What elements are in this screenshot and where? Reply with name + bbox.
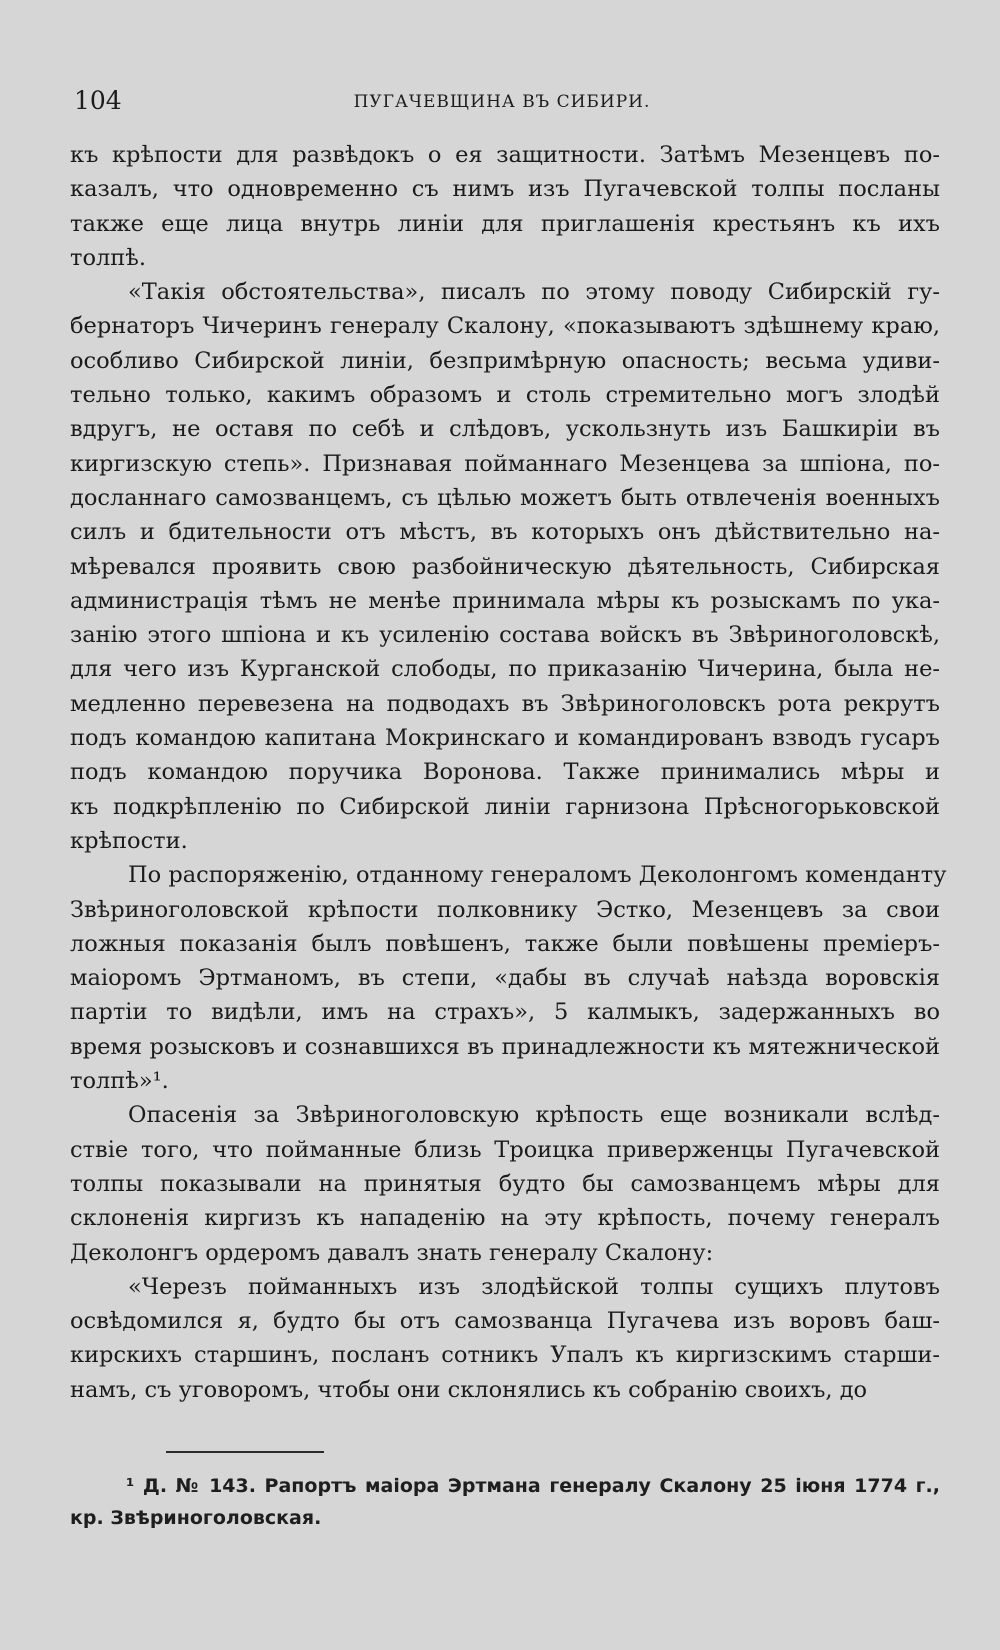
footnote-line: кр. Звѣриноголовская. [70, 1507, 322, 1529]
text-line: также еще лица внутрь линіи для приглашенія крестьянъ къ ихъ [70, 210, 940, 237]
text-line: подъ командою капитана Мокринскаго и командированъ взводъ гусаръ [70, 725, 940, 752]
text-line: администрація тѣмъ не менѣе принимала мѣры къ розыскамъ по ука- [70, 587, 940, 614]
text-line: силъ и бдительности отъ мѣстъ, въ которыхъ онъ дѣйствительно на- [70, 519, 940, 546]
text-line: ствіе того, что пойманные близь Троицка приверженцы Пугачевской [70, 1136, 940, 1163]
page-number: 104 [74, 86, 122, 115]
text-line: склоненія киргизъ къ нападенію на эту крѣпость, почему генералъ [70, 1205, 940, 1232]
text-line: тельно только, какимъ образомъ и столь стремительно могъ злодѣй [70, 382, 940, 409]
text-line: Деколонгъ ордеромъ давалъ знать генералу Скалону: [70, 1239, 714, 1266]
text-line: «Такія обстоятельства», писалъ по этому поводу Сибирскій гу- [128, 279, 940, 306]
text-line: киргизскую степь». Признавая пойманнаго Мезенцева за шпіона, по- [70, 450, 940, 477]
text-line: мѣревался проявить свою разбойническую дѣятельность, Сибирская [70, 553, 940, 580]
paragraph [70, 275, 940, 858]
footnote-line: ¹ Д. № 143. Рапортъ маіора Эртмана генералу Скалону 25 іюня 1774 г., [126, 1475, 940, 1497]
footnote [70, 1470, 940, 1534]
text-line: толпѣ. [70, 244, 147, 271]
text-line: казалъ, что одновременно съ нимъ изъ Пугачевской толпы посланы [70, 176, 940, 203]
main-text [70, 138, 947, 1407]
footnote-divider [166, 1451, 324, 1453]
text-line: толпѣ»¹. [70, 1068, 169, 1095]
text-line: медленно перевезена на подводахъ въ Звѣриноголовскъ рота рекрутъ [70, 690, 940, 717]
text-line: крѣпости. [70, 827, 188, 854]
running-title: ПУГАЧЕВЩИНА ВЪ СИБИРИ. [353, 92, 651, 112]
text-line: «Черезъ пойманныхъ изъ злодѣйской толпы сущихъ плутовъ [128, 1273, 940, 1300]
text-line: подъ командою поручика Воронова. Также принимались мѣры и [70, 759, 940, 786]
text-line: намъ, съ уговоромъ, чтобы они склонялись къ собранію своихъ, до [70, 1376, 868, 1403]
text-line: кирскихъ старшинъ, посланъ сотникъ Упалъ къ киргизскимъ старши- [70, 1342, 940, 1369]
text-line: маіоромъ Эртманомъ, въ степи, «дабы въ случаѣ наѣзда воровскія [70, 965, 940, 992]
page-header [72, 86, 932, 122]
text-line: вдругъ, не оставя по себѣ и слѣдовъ, ускользнуть изъ Башкиріи въ [70, 416, 940, 443]
text-line: По распоряженію, отданному генераломъ Деколонгомъ коменданту [128, 862, 947, 889]
text-line: особливо Сибирской линіи, безпримѣрную опасность; весьма удиви- [70, 347, 940, 374]
text-line: толпы показывали на принятыя будто бы самозванцемъ мѣры для [70, 1170, 940, 1197]
paragraph [70, 858, 947, 1098]
paragraph [70, 1270, 940, 1407]
text-line: освѣдомился я, будто бы отъ самозванца Пугачева изъ воровъ баш- [70, 1308, 940, 1335]
text-line: занію этого шпіона и къ усиленію состава войскъ въ Звѣриноголовскѣ, [70, 622, 940, 649]
text-line: досланнаго самозванцемъ, съ цѣлью можетъ быть отвлеченія военныхъ [70, 484, 940, 511]
paragraph [70, 1098, 940, 1269]
text-line: Звѣриноголовской крѣпости полковнику Эстко, Мезенцевъ за свои [70, 896, 940, 923]
text-line: для чего изъ Курганской слободы, по приказанію Чичерина, была не- [70, 656, 940, 683]
text-line: къ подкрѣпленію по Сибирской линіи гарнизона Прѣсногорьковской [70, 793, 940, 820]
text-line: Опасенія за Звѣриноголовскую крѣпость еще возникали вслѣд- [128, 1102, 940, 1129]
text-line: ложныя показанія былъ повѣшенъ, также были повѣшены преміеръ- [70, 930, 940, 957]
text-line: время розысковъ и сознавшихся въ принадлежности къ мятежнической [70, 1033, 940, 1060]
text-line: къ крѣпости для развѣдокъ о ея защитности. Затѣмъ Мезенцевъ по- [70, 142, 940, 168]
text-line: партіи то видѣли, имъ на страхъ», 5 калмыкъ, задержанныхъ во [70, 999, 940, 1026]
paragraph [70, 138, 940, 275]
text-line: бернаторъ Чичеринъ генералу Скалону, «показываютъ здѣшнему краю, [70, 313, 940, 340]
